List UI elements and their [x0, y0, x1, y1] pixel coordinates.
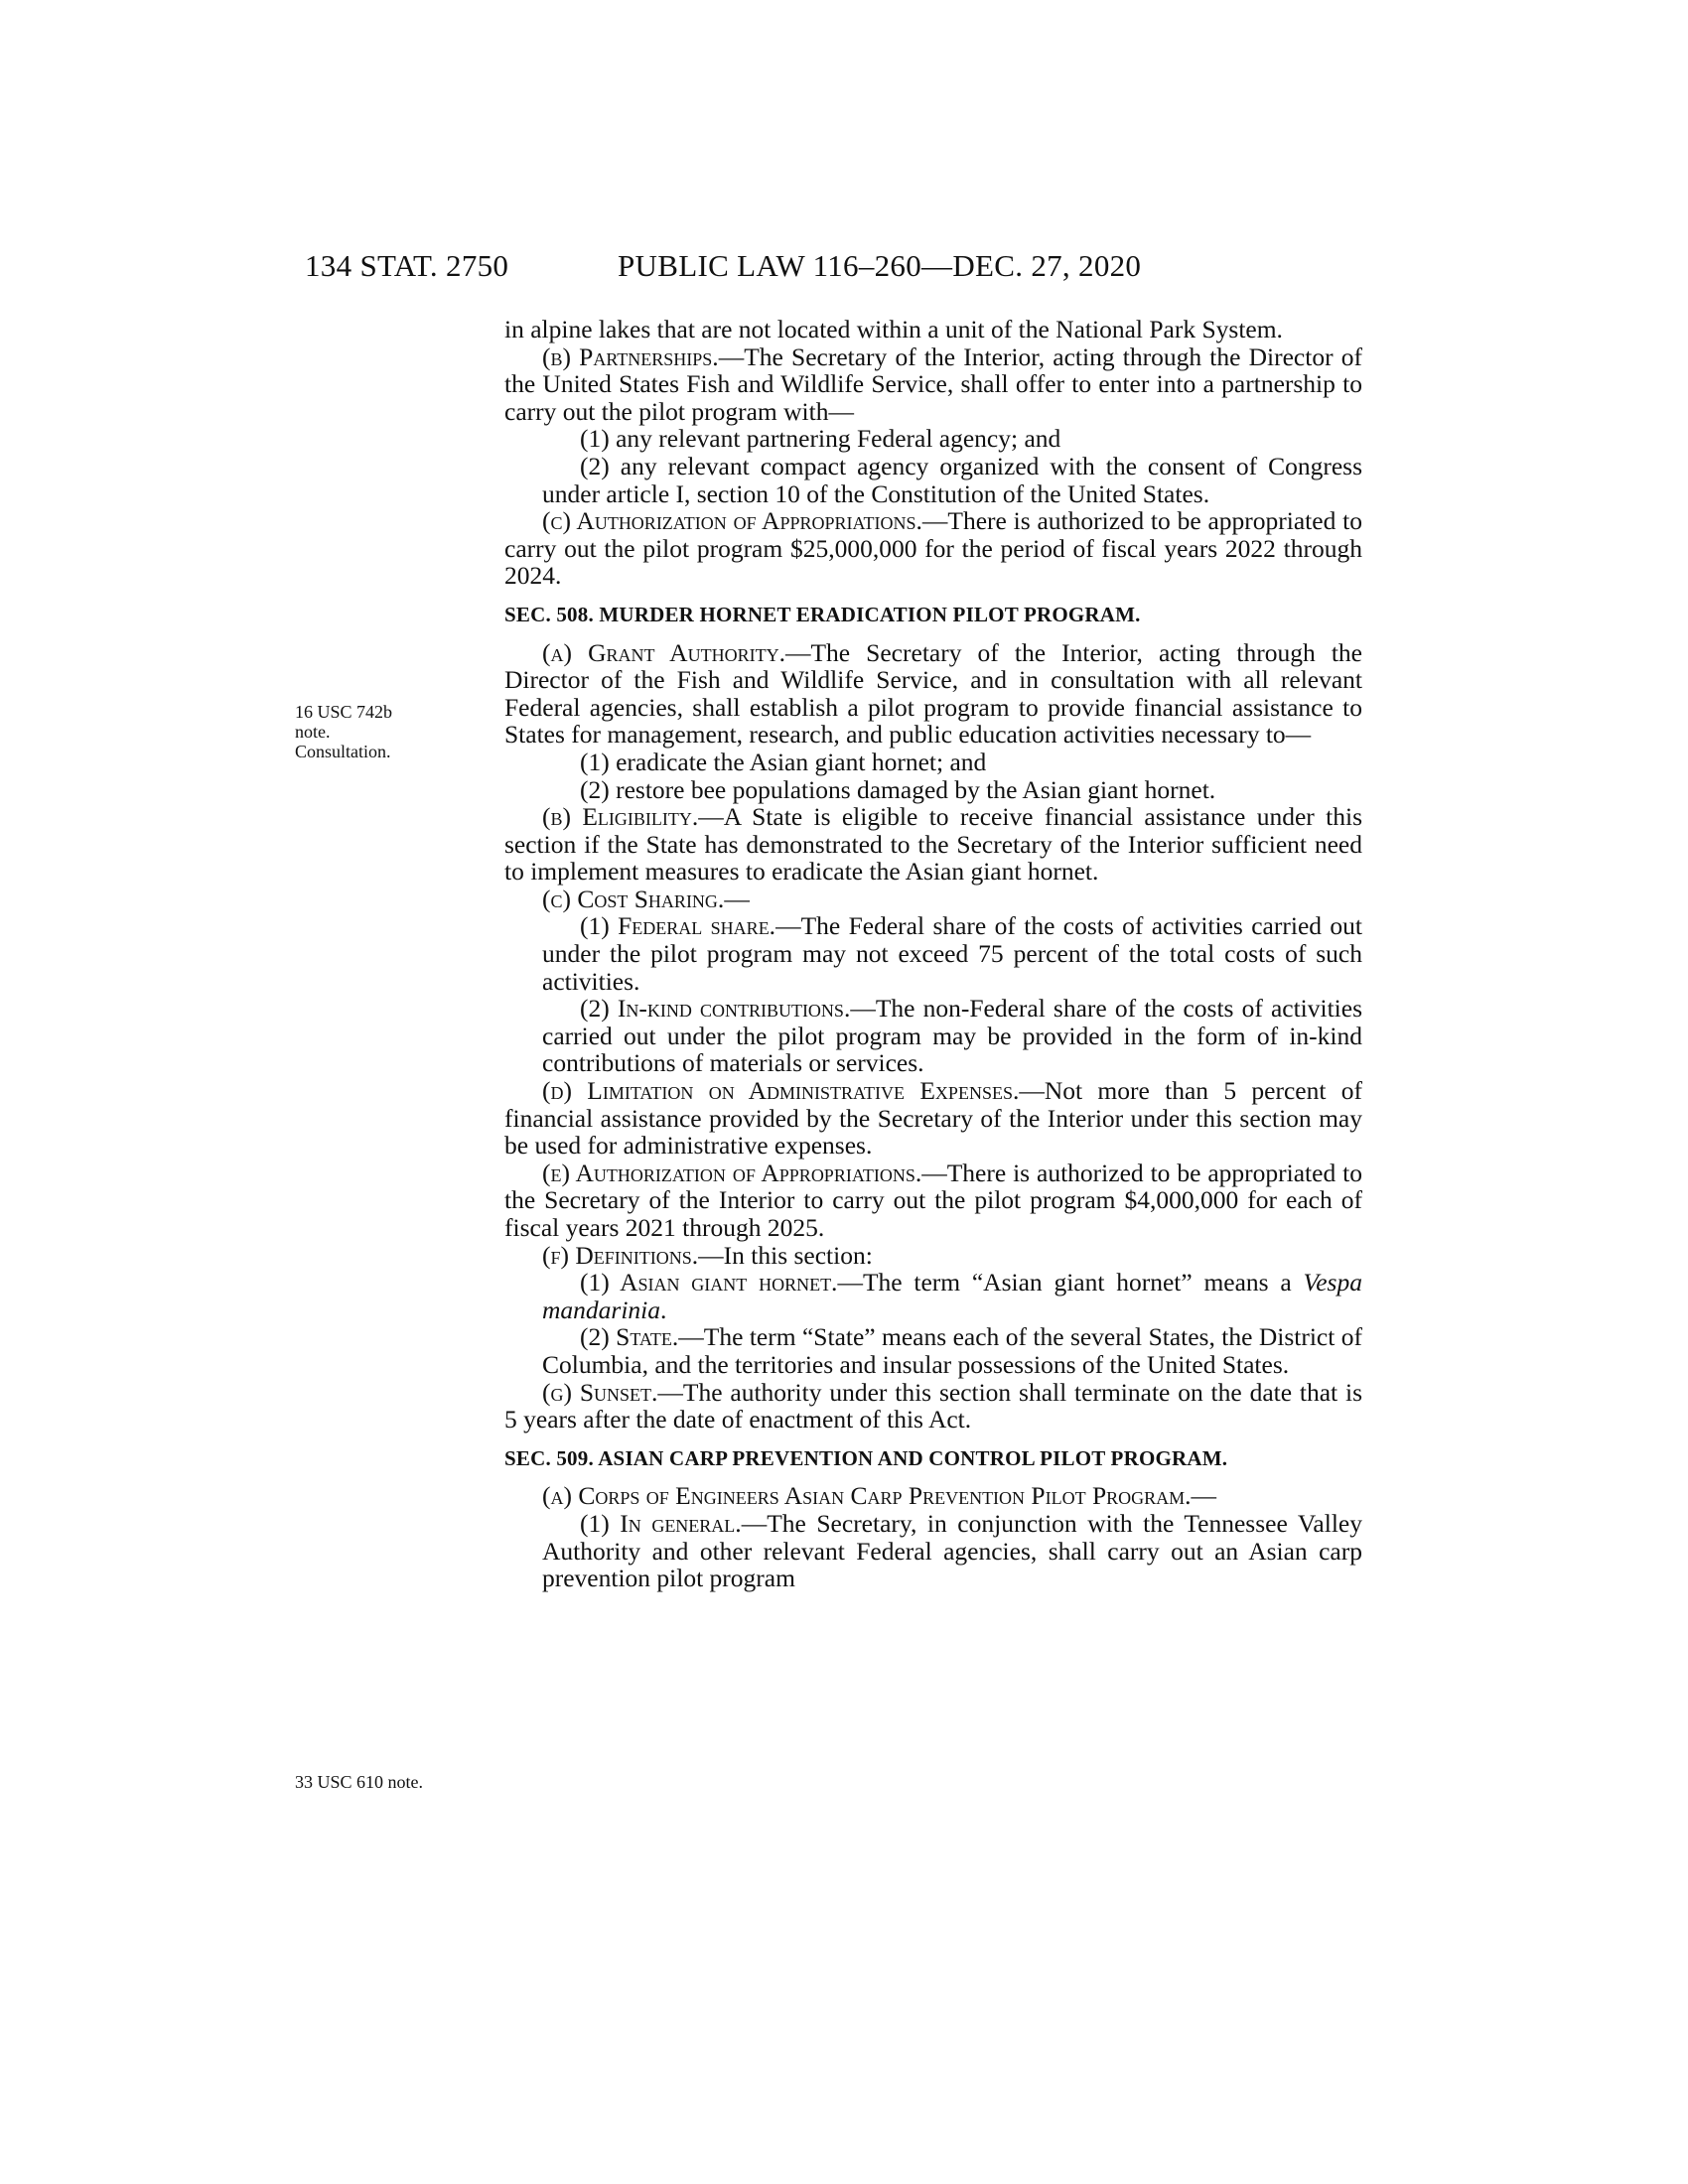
- paragraph-text: —: [724, 884, 750, 913]
- section-508-title: SEC. 508. MURDER HORNET ERADICATION PILOT PROGRAM.: [504, 602, 1141, 626]
- paragraph-heading: (1) Asian giant hornet.: [580, 1268, 838, 1297]
- paragraph-in-kind: [504, 995, 1362, 1077]
- paragraph-text: —The term “State” means each of the several States, the District of Columbia, and the territories and insular possessions of the United States.: [542, 1322, 1362, 1379]
- subsection-heading: (b) Eligibility.: [542, 802, 699, 832]
- paragraph-text: —The non-Federal share of the costs of activities carried out under the pilot program may be provided in the form of in-kind contributions of materials or services.: [542, 994, 1362, 1078]
- paragraph-heading: (1) Federal share.: [580, 911, 776, 941]
- paragraph-text: —There is authorized to be appropriated to carry out the pilot program $25,000,000 for the period of fiscal years 2022 through 2024.: [504, 506, 1362, 591]
- paragraph-text: —Not more than 5 percent of financial assistance provided by the Secretary of the Interior under this section may be used for administrative expenses.: [504, 1076, 1362, 1160]
- paragraph-text: —The term “Asian giant hornet” means a: [837, 1268, 1304, 1297]
- paragraph: (2) restore bee populations damaged by the Asian giant hornet.: [580, 774, 1216, 804]
- paragraph-limitation: [504, 1077, 1362, 1160]
- subsection-heading: (b) Partnerships.: [542, 341, 719, 371]
- margin-note-sec509: 33 USC 610 note.: [295, 1772, 424, 1792]
- paragraph-text: —The Secretary of the Interior, acting through the Director of the United States Fish and Wildlife Service, shall offer to enter into a partnership to carry out the pilot program with—: [504, 341, 1362, 426]
- margin-note-line: note.: [295, 722, 331, 742]
- paragraph-text: .: [660, 1295, 667, 1324]
- subsection-heading: (c) Authorization of Appropriations.: [542, 506, 922, 536]
- paragraph-authorization-508: [504, 1160, 1362, 1242]
- subsection-heading: (g) Sunset.: [542, 1377, 658, 1407]
- paragraph-heading: (2) In-kind contributions.: [580, 994, 851, 1024]
- paragraph: (1) eradicate the Asian giant hornet; and: [580, 747, 987, 776]
- paragraph-text: —The Secretary, in conjunction with the Tennessee Valley Authority and other relevant Federal agencies, shall carry out an Asian carp prevention pilot program: [542, 1508, 1362, 1593]
- paragraph-grant-authority: [504, 639, 1362, 749]
- section-509-title: SEC. 509. ASIAN CARP PREVENTION AND CONTROL PILOT PROGRAM.: [504, 1445, 1228, 1470]
- paragraph-text: —There is authorized to be appropriated to the Secretary of the Interior to carry out the pilot program $4,000,000 for each of fiscal years 2021 through 2025.: [504, 1158, 1362, 1242]
- paragraph: (1) any relevant partnering Federal agency; and: [580, 424, 1061, 454]
- margin-note-sec508: [295, 702, 474, 761]
- paragraph-federal-share: [504, 912, 1362, 995]
- subsection-heading: (e) Authorization of Appropriations.: [542, 1158, 922, 1187]
- paragraph-text: —The authority under this section shall terminate on the date that is 5 years after the date of enactment of this Act.: [504, 1377, 1363, 1434]
- running-head: [305, 248, 1367, 288]
- margin-note-line: 16 USC 742b: [295, 702, 393, 722]
- paragraph-text: —: [1191, 1481, 1217, 1511]
- page-number: 134 STAT. 2750: [305, 248, 509, 283]
- document-body: [504, 316, 1362, 1592]
- paragraph-corps-pilot: [504, 1482, 1362, 1510]
- paragraph-cost-sharing: [504, 886, 1362, 913]
- paragraph: in alpine lakes that are not located within a unit of the National Park System.: [504, 315, 1283, 343]
- paragraph-definitions: [504, 1242, 1362, 1270]
- paragraph-heading: (1) In general.: [580, 1508, 742, 1538]
- paragraph-partnerships: [504, 343, 1362, 426]
- paragraph-def-hornet: [504, 1269, 1362, 1323]
- subsection-heading: (a) Corps of Engineers Asian Carp Prevention Pilot Program.: [542, 1481, 1192, 1511]
- paragraph-heading: (2) State.: [580, 1322, 679, 1352]
- subsection-heading: (d) Limitation on Administrative Expenses.: [542, 1076, 1020, 1106]
- subsection-heading: (f) Definitions.: [542, 1240, 699, 1270]
- paragraph-def-state: [504, 1323, 1362, 1378]
- paragraph-text: —A State is eligible to receive financial assistance under this section if the State has demonstrated to the Secretary of the Interior sufficient need to implement measures to eradicate the Asian giant hornet.: [504, 802, 1362, 887]
- subsection-heading: (a) Grant Authority.: [542, 637, 785, 667]
- paragraph-text: —The Secretary of the Interior, acting through the Director of the Fish and Wildlife Service, and in consultation with all relevant Federal agencies, shall establish a pilot program to provide financial assistance to States for management, research, and public education activities necessary to—: [504, 637, 1362, 750]
- margin-note-line: Consultation.: [295, 742, 391, 761]
- paragraph-text: —In this section:: [698, 1240, 873, 1270]
- paragraph: (2) any relevant compact agency organized with the consent of Congress under article I, section 10 of the Constitution of the United States.: [542, 451, 1362, 508]
- paragraph-text: —The Federal share of the costs of activities carried out under the pilot program may not exceed 75 percent of the total costs of such activities.: [542, 911, 1362, 996]
- species-name: Vespa mandarinia: [542, 1268, 1362, 1324]
- subsection-heading: (c) Cost Sharing.: [542, 884, 725, 913]
- law-title: PUBLIC LAW 116–260—DEC. 27, 2020: [618, 248, 1142, 283]
- paragraph-in-general: [504, 1510, 1362, 1592]
- paragraph-authorization: [504, 507, 1362, 590]
- paragraph-eligibility: [504, 803, 1362, 886]
- paragraph-sunset: [504, 1379, 1362, 1433]
